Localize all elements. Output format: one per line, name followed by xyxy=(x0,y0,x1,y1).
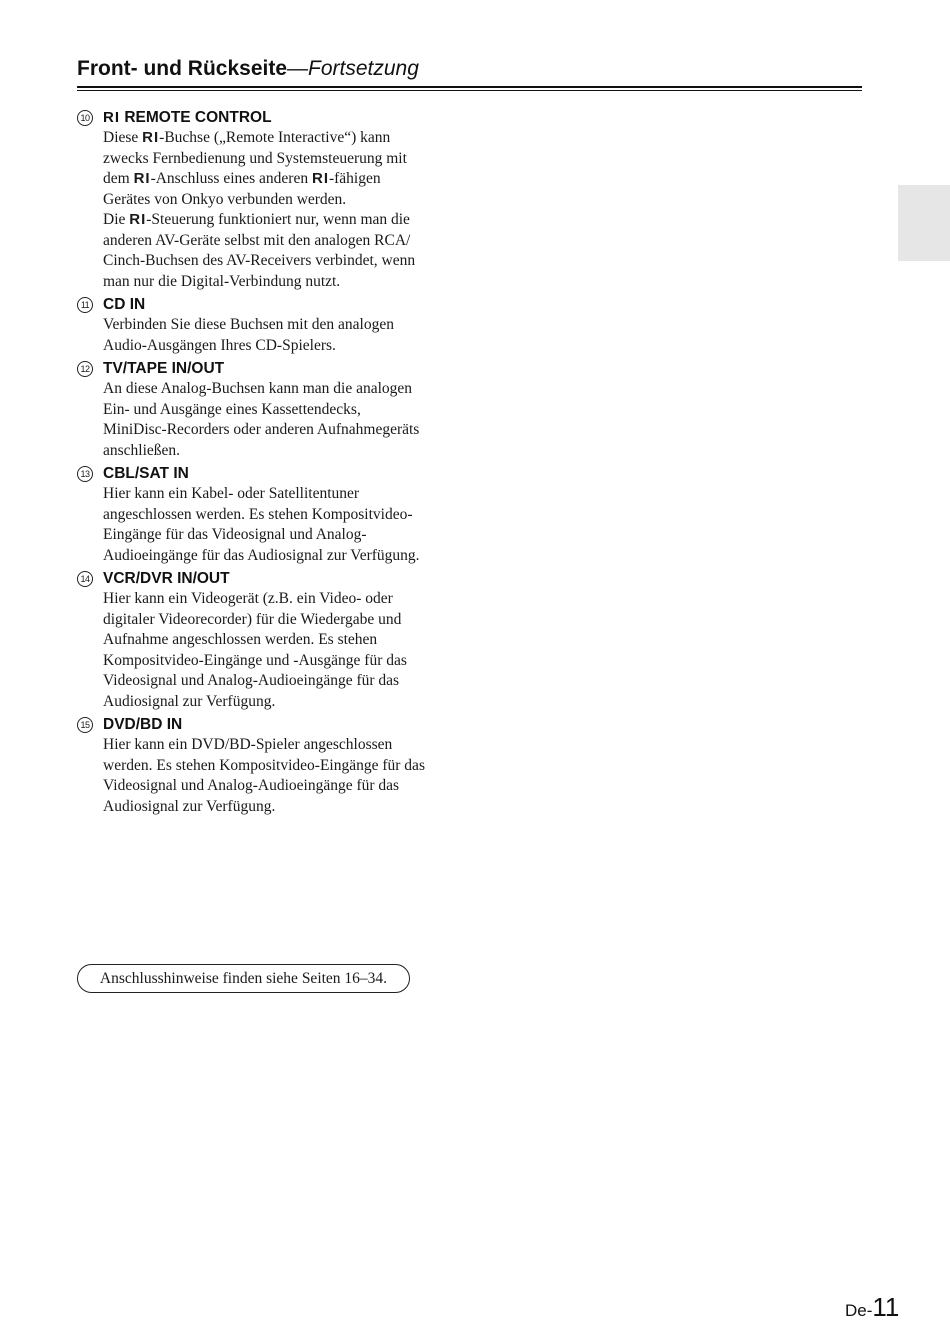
description-line: Aufnahme angeschlossen werden. Es stehen xyxy=(103,631,378,648)
description-line: Gerätes von Onkyo verbunden werden. xyxy=(103,190,347,208)
header-rule-thin xyxy=(77,90,862,91)
ri-logo-icon: RI xyxy=(133,170,151,187)
item-number-badge: 10 xyxy=(77,110,93,126)
list-item xyxy=(77,295,457,356)
description-line: man nur die Digital-Verbindung nutzt. xyxy=(103,272,341,290)
description-line: Hier kann ein Videogerät (z.B. ein Video- oder xyxy=(103,590,393,607)
description-line: Die RI-Steuerung funktioniert nur, wenn man die xyxy=(103,211,410,228)
item-description xyxy=(103,379,457,461)
ri-logo-icon: RI xyxy=(129,211,147,228)
item-description xyxy=(103,484,457,566)
item-description xyxy=(103,589,457,712)
item-title xyxy=(103,569,457,589)
item-title xyxy=(103,464,457,484)
item-title-text: CBL/SAT IN xyxy=(103,465,189,482)
ri-logo-icon: RI xyxy=(311,170,329,187)
description-line: angeschlossen werden. Es stehen Kompositvideo- xyxy=(103,505,413,523)
item-number-badge: 11 xyxy=(77,297,93,313)
description-line: Audiosignal zur Verfügung. xyxy=(103,797,276,815)
list-item xyxy=(77,108,457,292)
description-line: anderen AV-Geräte selbst mit den analogen RCA/ xyxy=(103,231,411,249)
ri-logo-icon: RI xyxy=(103,109,120,126)
item-description xyxy=(103,128,457,292)
item-title-text: DVD/BD IN xyxy=(103,716,183,733)
item-title-text: VCR/DVR IN/OUT xyxy=(103,570,230,587)
item-title xyxy=(103,295,457,315)
description-line: Verbinden Sie diese Buchsen mit den analogen xyxy=(103,316,394,333)
description-line: werden. Es stehen Kompositvideo-Eingänge für das xyxy=(103,756,425,774)
connector-list xyxy=(77,108,457,820)
ri-logo-icon: RI xyxy=(142,129,160,146)
list-item xyxy=(77,715,457,817)
description-line: anschließen. xyxy=(103,441,181,459)
description-line: Hier kann ein DVD/BD-Spieler angeschlossen xyxy=(103,736,393,753)
page-header xyxy=(77,56,862,82)
description-line: Kompositvideo-Eingänge und -Ausgänge für das xyxy=(103,651,407,669)
item-title xyxy=(103,359,457,379)
item-description xyxy=(103,735,457,817)
description-line: zwecks Fernbedienung und Systemsteuerung mit xyxy=(103,149,407,167)
page-num: 11 xyxy=(872,1292,900,1322)
section-side-tab xyxy=(898,185,950,261)
description-line: Diese RI-Buchse („Remote Interactive“) kann xyxy=(103,129,391,146)
description-line: Hier kann ein Kabel- oder Satellitentuner xyxy=(103,485,360,502)
description-line: digitaler Videorecorder) für die Wiedergabe und xyxy=(103,610,402,628)
page-number xyxy=(845,1292,899,1323)
header-subtitle: —Fortsetzung xyxy=(287,57,419,80)
item-title xyxy=(103,108,457,128)
description-line: Eingänge für das Videosignal und Analog- xyxy=(103,526,367,543)
item-number-badge: 15 xyxy=(77,717,93,733)
list-item xyxy=(77,359,457,461)
item-title-text: CD IN xyxy=(103,296,146,313)
item-description xyxy=(103,315,457,356)
description-line: dem RI-Anschluss eines anderen RI-fähigen xyxy=(103,170,381,187)
description-line: Audioeingänge für das Audiosignal zur Verfügung. xyxy=(103,546,420,564)
description-line: An diese Analog-Buchsen kann man die analogen xyxy=(103,380,413,397)
item-number-badge: 14 xyxy=(77,571,93,587)
item-title-text: REMOTE CONTROL xyxy=(124,109,272,126)
list-item xyxy=(77,464,457,566)
list-item xyxy=(77,569,457,712)
description-line: MiniDisc-Recorders oder anderen Aufnahmegeräts xyxy=(103,421,420,438)
item-title xyxy=(103,715,457,735)
item-title-text: TV/TAPE IN/OUT xyxy=(103,360,225,377)
description-line: Videosignal und Analog-Audioeingänge für das xyxy=(103,777,400,794)
description-line: Cinch-Buchsen des AV-Receivers verbindet, wenn xyxy=(103,252,416,269)
description-line: Audiosignal zur Verfügung. xyxy=(103,692,276,710)
item-number-badge: 13 xyxy=(77,466,93,482)
connection-note: Anschlusshinweise finden siehe Seiten 16–34. xyxy=(77,964,410,993)
item-number-badge: 12 xyxy=(77,361,93,377)
header-title: Front- und Rückseite xyxy=(77,57,288,80)
description-line: Videosignal und Analog-Audioeingänge für das xyxy=(103,672,400,689)
page-prefix: De- xyxy=(845,1301,873,1320)
header-rule-thick xyxy=(77,86,862,88)
description-line: Ein- und Ausgänge eines Kassettendecks, xyxy=(103,400,361,418)
description-line: Audio-Ausgängen Ihres CD-Spielers. xyxy=(103,336,336,354)
